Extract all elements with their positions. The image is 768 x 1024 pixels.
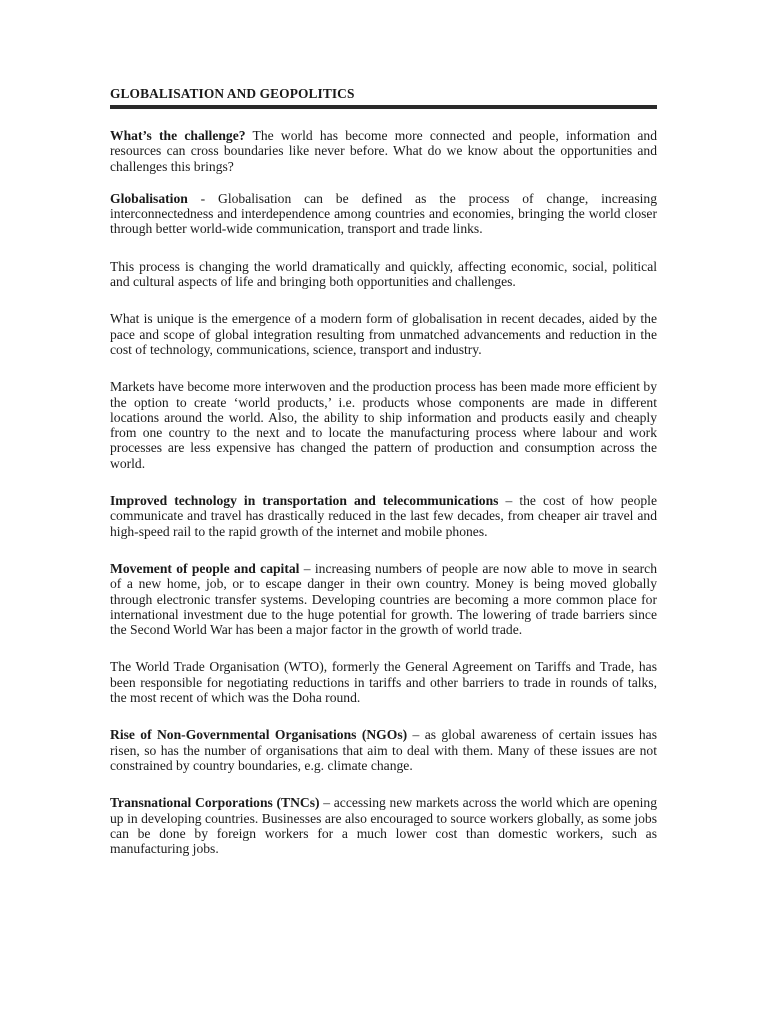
paragraph-text: - Globalisation can be defined as the process of change, increasing interconnectedness and interdependence among countries and economies, bringing the world closer through better world-wide communication, transport and trade links. — [110, 190, 657, 237]
paragraph-text: – accessing new markets across the world which are opening up in developing countries. Businesses are also encouraged to source workers globally, as some jobs can be done by foreign workers for a much lower cost than domestic workers, such as manufacturing jobs. — [110, 795, 657, 857]
paragraph-text: – the cost of how people communicate and travel has drastically reduced in the last few decades, from cheaper air travel and high-speed rail to the rapid growth of the internet and mobile phones. — [110, 493, 657, 539]
paragraph-lead: Transnational Corporations (TNCs) — [110, 795, 320, 811]
paragraph-tncs — [110, 795, 657, 856]
title-rule — [110, 105, 657, 109]
paragraph-challenge — [110, 128, 657, 174]
paragraph-text: – as global awareness of certain issues has risen, so has the number of organisations that aim to deal with them. Many of these issues are not constrained by country boundaries, e.g. climate change. — [110, 727, 657, 773]
paragraph-ngos — [110, 727, 657, 773]
paragraph-technology — [110, 493, 657, 539]
paragraph-markets: Markets have become more interwoven and the production process has been made more efficient by the option to create ‘world products,’ i.e. products whose components are made in different locations around the world. Also, the ability to ship information and products easily and cheaply from one country to the next and to locate the manufacturing process where labour and work processes are less expensive has changed the pattern of production and consumption across the world. — [110, 379, 657, 471]
paragraph-lead: Rise of Non-Governmental Organisations (NGOs) — [110, 727, 408, 743]
paragraph-lead: Globalisation — [110, 190, 188, 206]
paragraph-text: – increasing numbers of people are now able to move in search of a new home, job, or to escape danger in their own country. Money is being moved globally through electronic transfer systems. Developing countries are becoming a more common place for international investment due to the huge potential for growth. The lowering of trade barriers since the Second World War has been a major factor in the growth of world trade. — [110, 560, 657, 638]
paragraph-wto: The World Trade Organisation (WTO), formerly the General Agreement on Tariffs and Trade, has been responsible for negotiating reductions in tariffs and other barriers to trade in rounds of talks, the most recent of which was the Doha round. — [110, 659, 657, 706]
document-page — [110, 86, 657, 856]
paragraph-lead: What’s the challenge? — [110, 128, 246, 143]
paragraph-globalisation — [110, 191, 657, 237]
paragraph-lead: Movement of people and capital — [110, 560, 300, 576]
paragraph-unique: What is unique is the emergence of a modern form of globalisation in recent decades, aided by the pace and scope of global integration resulting from unmatched advancements and reduction in the cost of technology, communications, science, transport and industry. — [110, 311, 657, 357]
paragraph-movement — [110, 561, 657, 637]
paragraph-text: The world has become more connected and people, information and resources can cross boundaries like never before. What do we know about the opportunities and challenges this brings? — [110, 128, 658, 174]
paragraph-process: This process is changing the world dramatically and quickly, affecting economic, social, political and cultural aspects of life and bringing both opportunities and challenges. — [110, 258, 657, 290]
document-title: GLOBALISATION AND GEOPOLITICS — [110, 86, 355, 101]
paragraph-lead: Improved technology in transportation and telecommunications — [110, 493, 499, 509]
